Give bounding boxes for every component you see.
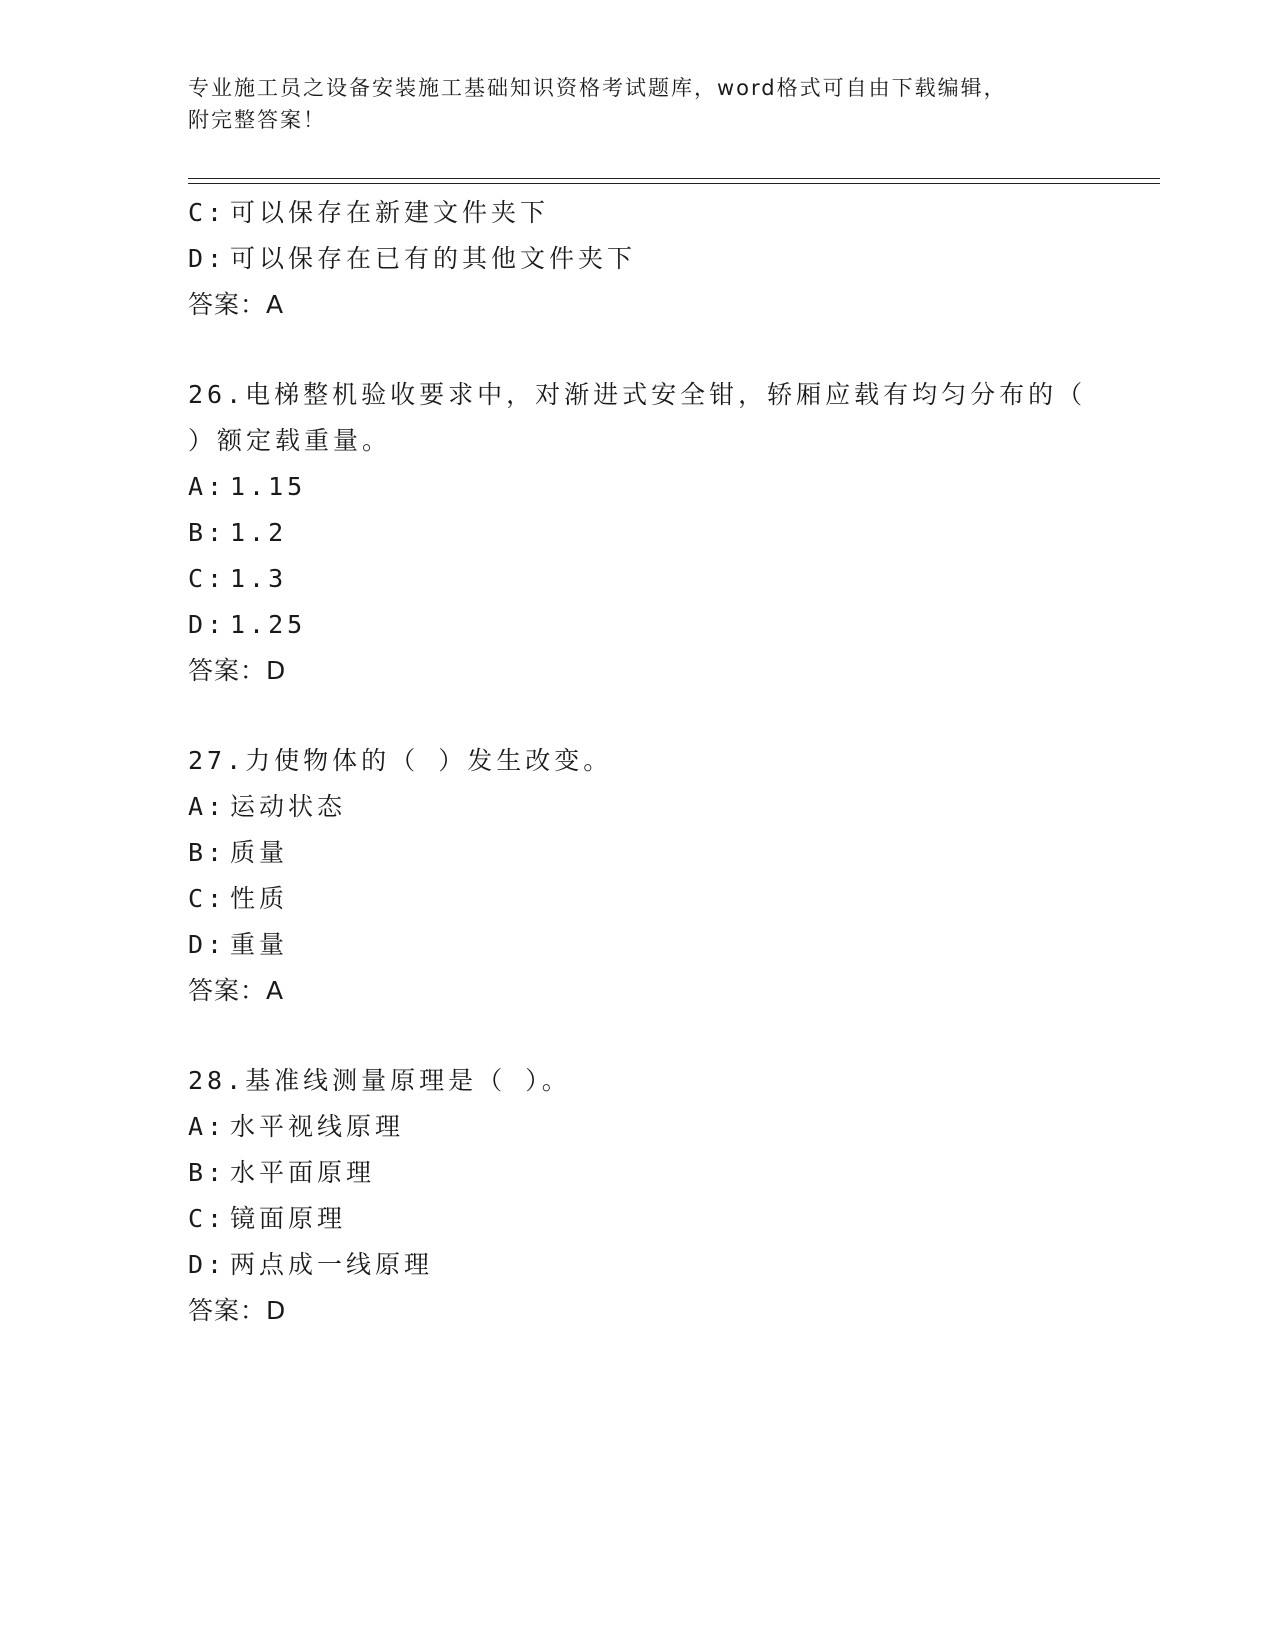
option-b [188,830,1088,876]
option-text: 1.15 [230,472,307,501]
answer-line: 答案：D [188,1296,287,1325]
option-text: 镜面原理 [230,1204,347,1233]
option-c [188,190,1088,236]
option-label: D: [188,610,227,639]
question-27 [188,738,1088,1014]
option-label: B: [188,518,227,547]
option-label: C: [188,564,227,593]
option-b [188,510,1088,556]
question-26 [188,372,1088,694]
option-label: C: [188,1204,227,1233]
option-a [188,464,1088,510]
option-label: C: [188,198,227,227]
header-divider-top [188,178,1160,179]
option-text: 可以保存在新建文件夹下 [230,198,550,227]
option-text: 可以保存在已有的其他文件夹下 [230,244,637,273]
option-label: D: [188,1250,227,1279]
option-text: 1.2 [230,518,288,547]
question-stem: 27.力使物体的（ ）发生改变。 [188,746,613,775]
question-25-continued [188,190,1088,328]
option-text: 质量 [230,838,289,867]
option-label: B: [188,1158,227,1187]
header-line-2: 附完整答案！ [188,108,326,132]
header-line-1: 专业施工员之设备安装施工基础知识资格考试题库，word格式可自由下载编辑， [188,76,1007,100]
header-divider-bottom [188,183,1160,184]
option-c [188,1196,1088,1242]
option-text: 两点成一线原理 [230,1250,434,1279]
answer-line: 答案：A [188,290,285,319]
question-list [188,190,1088,1334]
answer-line: 答案：D [188,656,287,685]
question-28 [188,1058,1088,1334]
option-text: 运动状态 [230,792,347,821]
document-header [188,72,1068,136]
option-text: 1.3 [230,564,288,593]
option-label: D: [188,930,227,959]
option-text: 性质 [230,884,289,913]
option-text: 水平视线原理 [230,1112,405,1141]
option-label: A: [188,792,227,821]
option-label: A: [188,472,227,501]
option-d [188,1242,1088,1288]
option-label: C: [188,884,227,913]
option-text: 水平面原理 [230,1158,376,1187]
question-stem-continued: ）额定载重量。 [188,426,392,455]
question-stem: 26.电梯整机验收要求中，对渐进式安全钳，轿厢应载有均匀分布的（ [188,380,1087,409]
question-stem: 28.基准线测量原理是（ ）。 [188,1066,571,1095]
option-label: D: [188,244,227,273]
option-label: A: [188,1112,227,1141]
option-d [188,236,1088,282]
option-a [188,1104,1088,1150]
option-d [188,922,1088,968]
option-b [188,1150,1088,1196]
answer-line: 答案：A [188,976,285,1005]
option-label: B: [188,838,227,867]
option-a [188,784,1088,830]
option-text: 重量 [230,930,289,959]
option-text: 1.25 [230,610,307,639]
option-d [188,602,1088,648]
option-c [188,876,1088,922]
option-c [188,556,1088,602]
